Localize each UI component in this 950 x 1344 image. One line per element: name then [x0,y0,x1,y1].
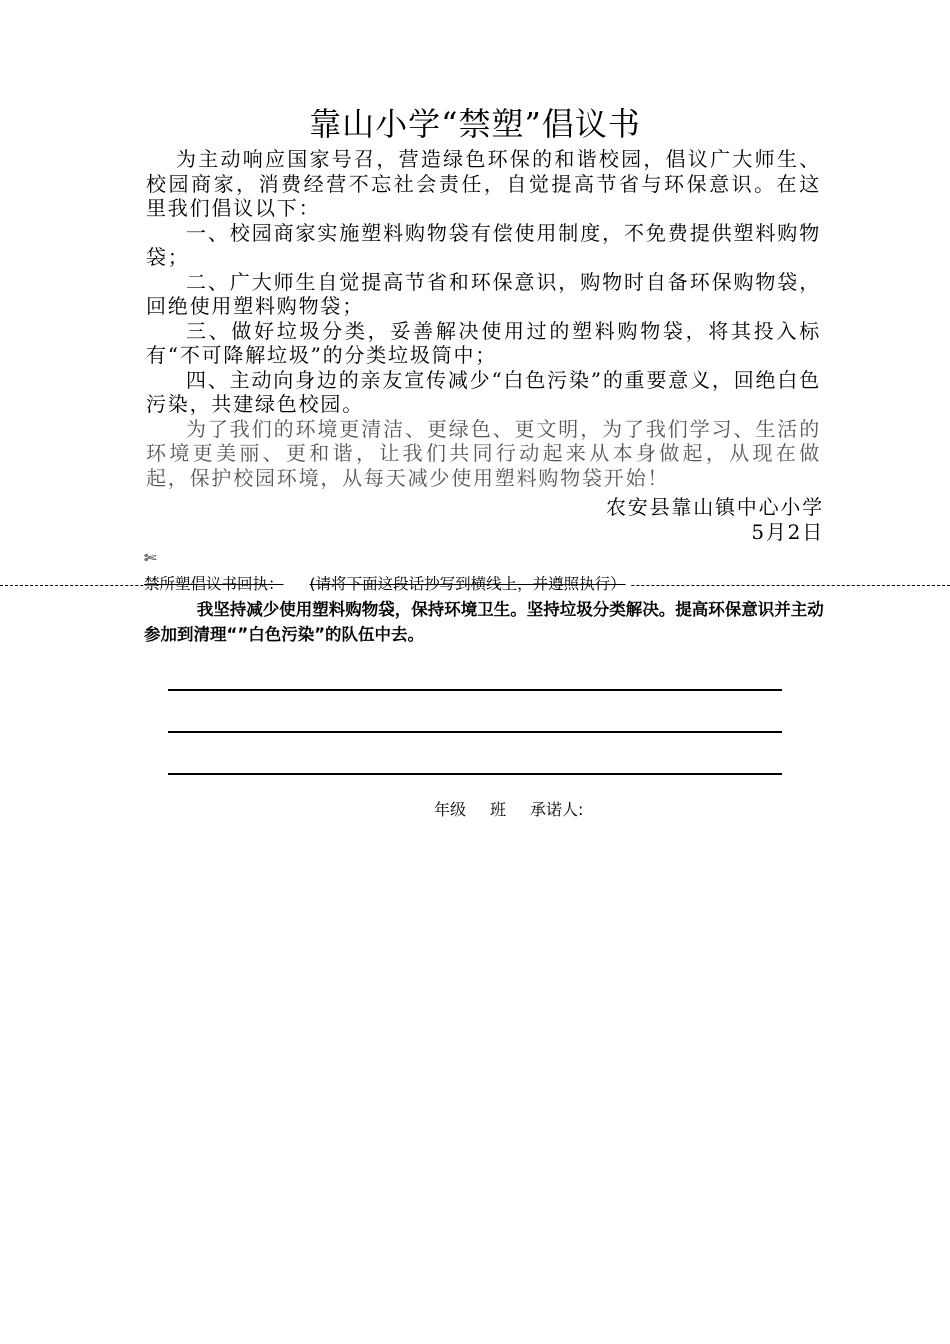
promiser-label: 承诺人: [530,800,584,819]
receipt-footer [434,799,583,821]
write-line-1[interactable] [168,689,782,691]
closing-paragraph: 为了我们的环境更清洁、更绿色、更文明，为了我们学习、生活的环境更美丽、更和谐，让我们共同行动起来从本身做起，从现在做起，保护校园环境，从每天减少使用塑料购物袋开始！ [146,416,821,490]
signature-block [606,495,824,545]
proposal-body [146,147,821,490]
write-line-2[interactable] [168,731,782,733]
signature-date: 5月2日 [751,520,824,544]
receipt-title: 禁所塑倡议书回执： [144,575,284,593]
intro-paragraph: 为主动响应国家号召，营造绿色环保的和谐校园，倡议广大师生、校园商家，消费经营不忘社会责任，自觉提高节省与环保意识。在这里我们倡议以下： [146,147,821,220]
scissors-icon: ✄ [144,549,157,567]
proposal-item-1: 一、校园商家实施塑料购物袋有偿使用制度，不免费提供塑料购物袋； [146,220,821,269]
signature-org: 农安县靠山镇中心小学 [606,495,824,519]
pledge-text: 我坚持减少使用塑料购物袋，保持环境卫生。坚持垃圾分类解决。提高环保意识并主动参加到清理“”白色污染”的队伍中去。 [144,600,824,644]
document-title: 靠山小学“禁塑”倡议书 [309,105,641,143]
pledge-text-block [144,597,834,647]
class-label: 班 [490,800,507,819]
proposal-item-4: 四、主动向身边的亲友宣传减少“白色污染”的重要意义，回绝白色污染，共建绿色校园。 [146,367,821,416]
proposal-item-3: 三、做好垃圾分类，妥善解决使用过的塑料购物袋，将其投入标有“不可降解垃圾”的分类垃圾筒中； [146,318,821,367]
grade-label: 年级 [434,800,467,819]
receipt-instruction: (请将下面这段话抄写到横线上，并遵照执行） [309,575,626,593]
receipt-heading [144,573,630,595]
write-line-3[interactable] [168,773,782,775]
proposal-item-2: 二、广大师生自觉提高节省和环保意识，购物时自备环保购物袋，回绝使用塑料购物袋； [146,269,821,318]
